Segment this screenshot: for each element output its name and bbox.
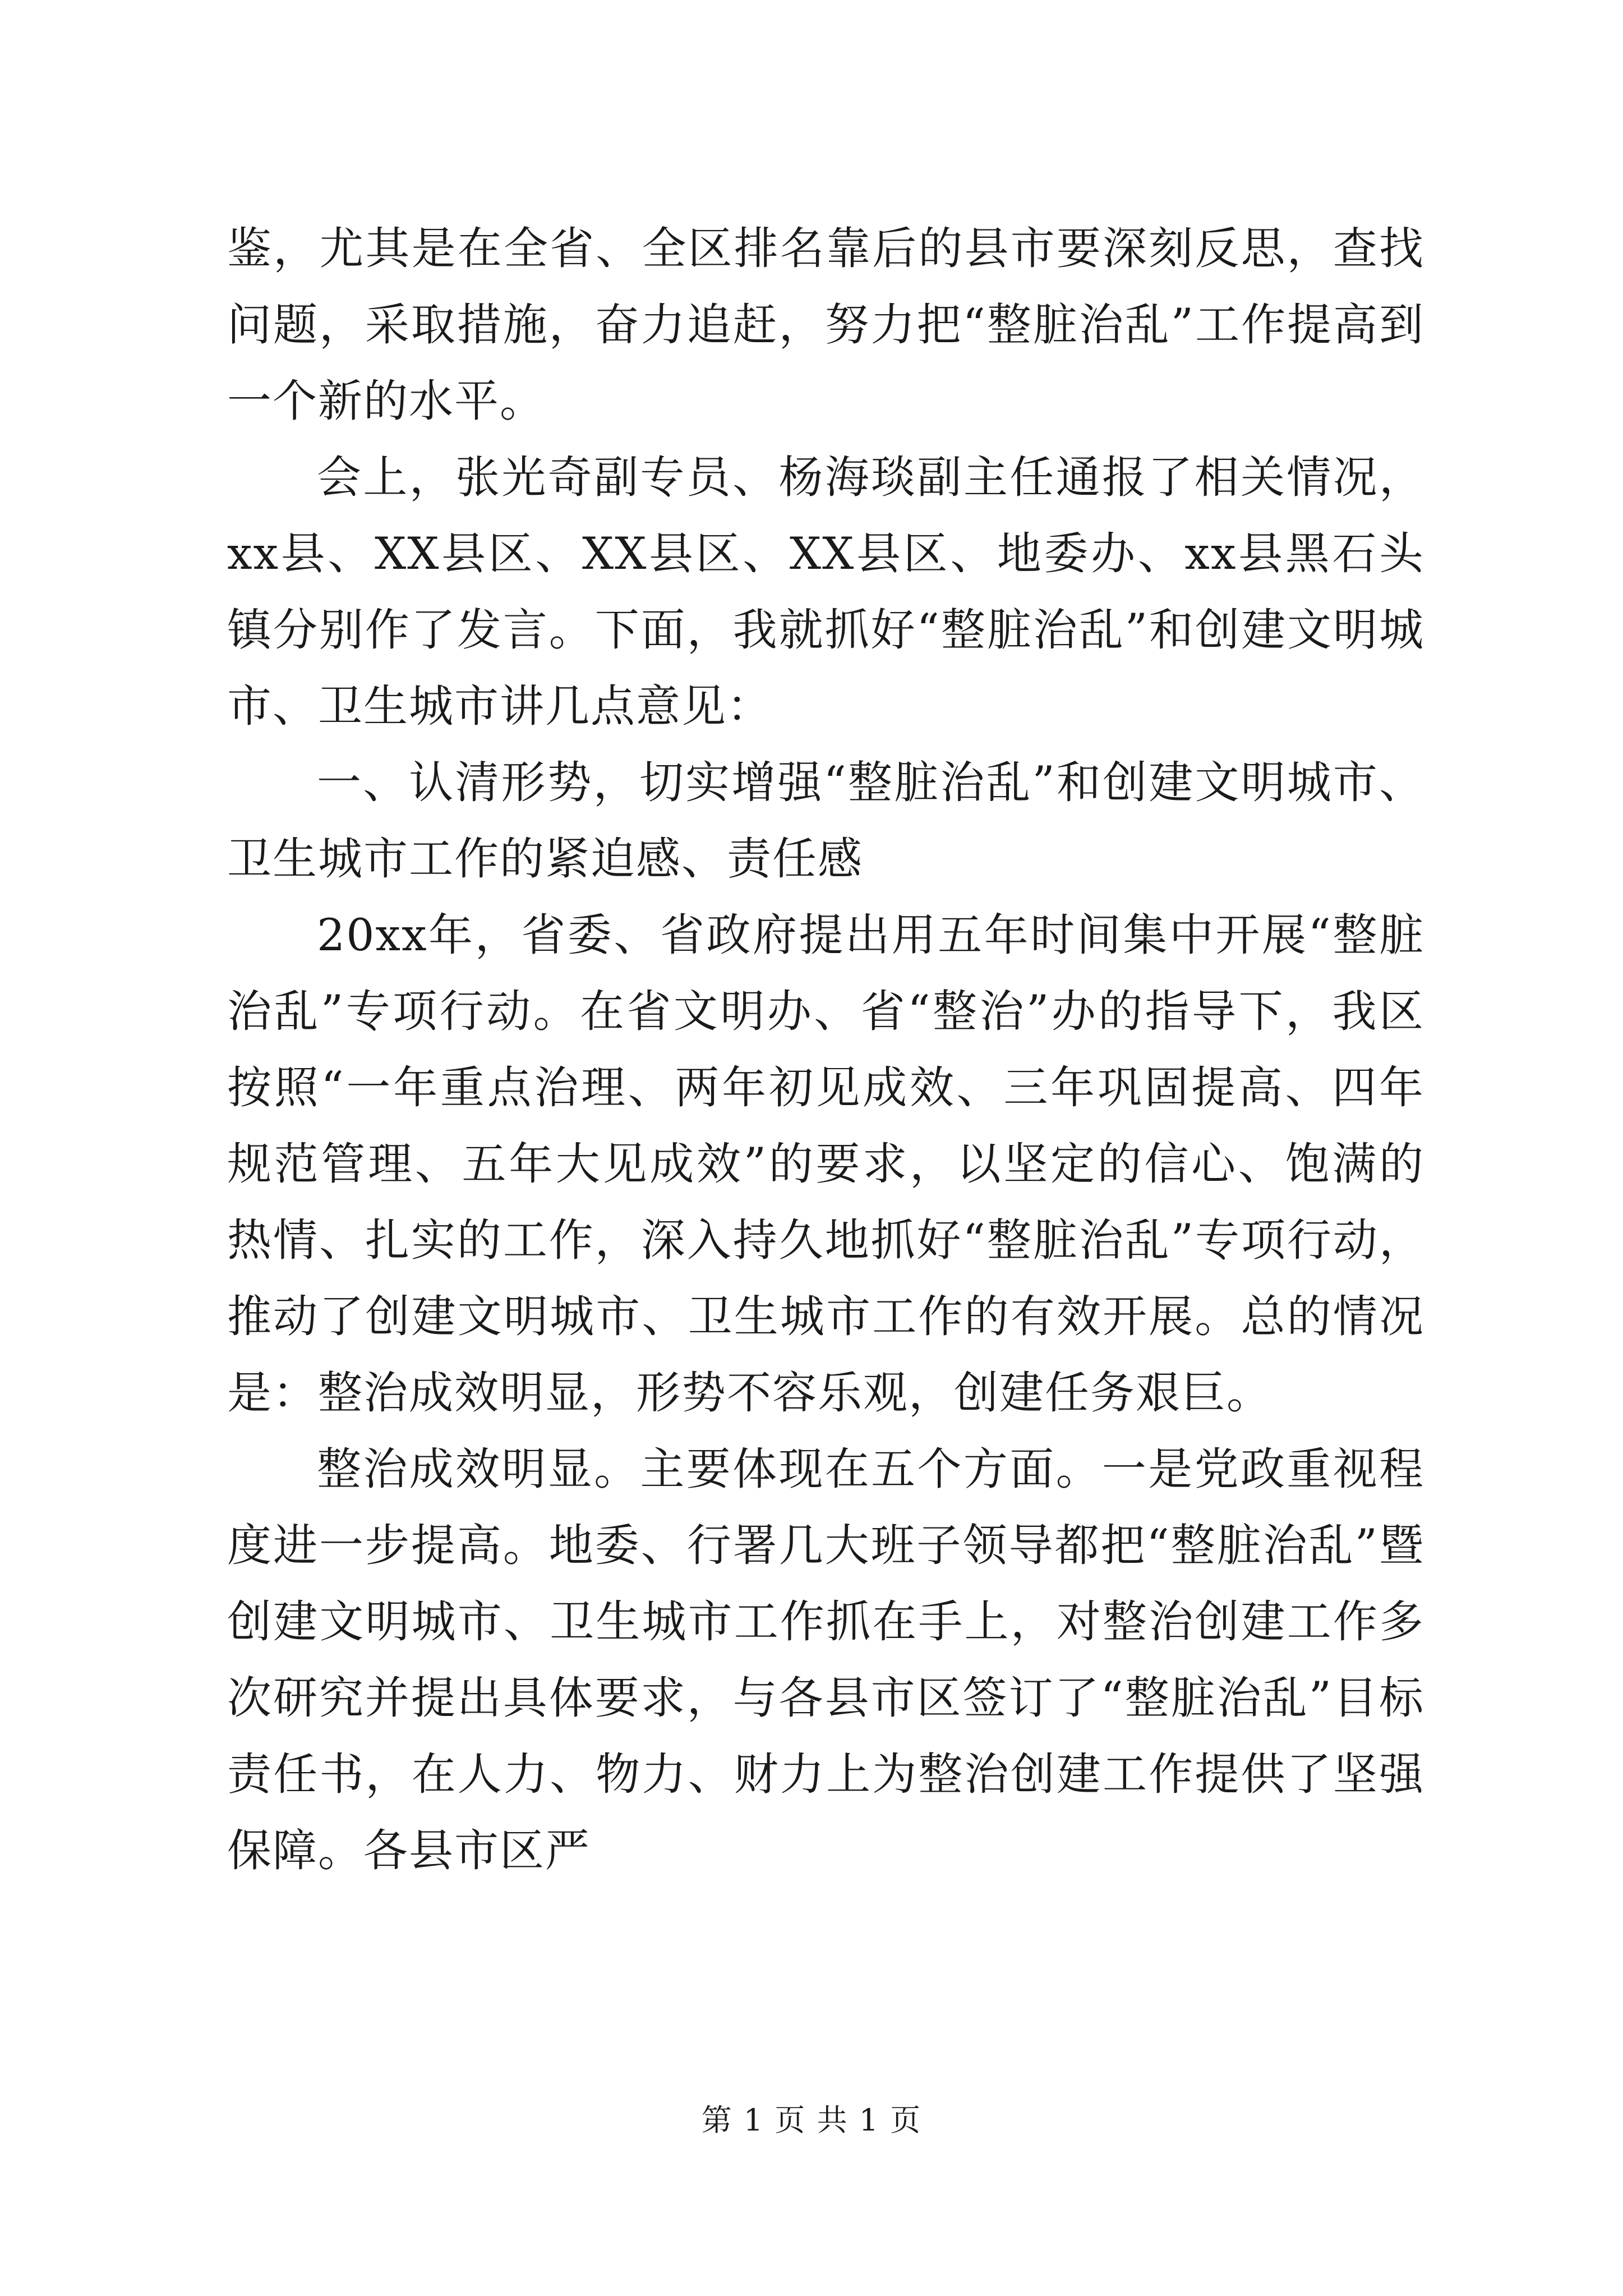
section-heading-1: 一、认清形势，切实增强“整脏治乱”和创建文明城市、卫生城市工作的紧迫感、责任感 (227, 757, 1424, 885)
paragraph-achievements: 整治成效明显。主要体现在五个方面。一是党政重视程度进一步提高。地委、行署几大班子领导都把“整脏治乱”暨创建文明城市、卫生城市工作抓在手上，对整治创建工作多次研究并提出具体要求，与各县市区签订了“整脏治乱”目标责任书，在人力、物力、财力上为整治创建工作提供了坚强保障。各县市区严 (227, 1443, 1424, 1876)
document-body (227, 210, 1424, 1889)
paragraph-background: 20xx年，省委、省政府提出用五年时间集中开展“整脏治乱”专项行动。在省文明办、省“整治”办的指导下，我区按照“一年重点治理、两年初见成效、三年巩固提高、四年规范管理、五年大见成效”的要求，以坚定的信心、饱满的热情、扎实的工作，深入持久地抓好“整脏治乱”专项行动，推动了创建文明城市、卫生城市工作的有效开展。总的情况是：整治成效明显，形势不容乐观，创建任务艰巨。 (227, 909, 1424, 1419)
page-footer: 第 1 页 共 1 页 (701, 2102, 922, 2138)
paragraph-continuation: 鉴，尤其是在全省、全区排名靠后的县市要深刻反思，查找问题，采取措施，奋力追赶，努力把“整脏治乱”工作提高到一个新的水平。 (227, 223, 1424, 427)
paragraph-meeting-summary: 会上，张光奇副专员、杨海琰副主任通报了相关情况，xx县、XX县区、XX县区、XX县区、地委办、xx县黑石头镇分别作了发言。下面，我就抓好“整脏治乱”和创建文明城市、卫生城市讲几点意见： (227, 452, 1424, 732)
